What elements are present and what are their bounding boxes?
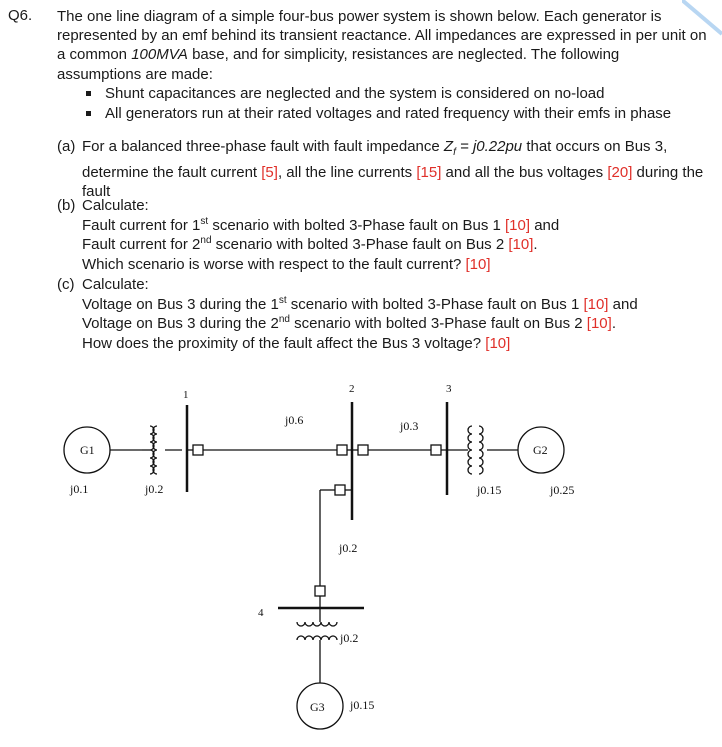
generator-g3-label: G3 (310, 700, 325, 714)
breaker (335, 485, 345, 495)
part-c-text: . (611, 315, 616, 333)
reactance-t3: j0.2 (340, 631, 359, 645)
part-b-heading: Calculate: (82, 197, 149, 214)
generator-g2-label: G2 (533, 443, 548, 457)
marks: [20] (607, 163, 633, 181)
part-a-text: that occurs on Bus 3, determine the fault current (82, 138, 668, 181)
breaker (193, 445, 203, 455)
reactance-g3: j0.15 (350, 698, 375, 712)
breaker (337, 445, 347, 455)
part-c-text: and (608, 295, 638, 313)
ordinal-suffix: st (200, 215, 209, 227)
transformer-t1-secondary (150, 426, 154, 474)
part-c-text: Voltage on Bus 3 during the 2 (82, 315, 279, 333)
bus-3-label: 3 (446, 383, 452, 395)
part-b-text: and (530, 216, 560, 234)
part-a-text: and all the bus voltages (441, 163, 608, 181)
breaker (358, 445, 368, 455)
fault-impedance-subscript: f (453, 147, 456, 158)
part-c-text: scenario with bolted 3-Phase fault on Bus 2 (289, 315, 587, 333)
intro-text-1: The one line diagram of a simple four-bus power system is shown below. Each generator is represented by an emf behind its transient reactance. All impedances are expressed in per unit on a common (57, 8, 707, 64)
breaker (315, 586, 325, 596)
part-a-text: during the fault (82, 163, 704, 201)
reactance-g2: j0.25 (550, 483, 575, 497)
marks: [10] (485, 335, 511, 353)
transformer-t2-primary (468, 426, 472, 474)
part-b-text: Fault current for 2 (82, 236, 201, 254)
bus-4-label: 4 (258, 607, 264, 619)
part-a-text: , all the line currents (277, 163, 417, 181)
marks: [10] (505, 216, 531, 234)
ordinal-suffix: st (278, 294, 287, 306)
part-b-text: scenario with bolted 3-Phase fault on Bus 2 (211, 236, 509, 254)
assumption-item: Shunt capacitances are neglected and the system is considered on no-load (57, 84, 707, 104)
marks: [15] (416, 163, 442, 181)
assumption-item: All generators run at their rated voltages and rated frequency with their emfs in phase (57, 104, 707, 124)
ordinal-suffix: nd (278, 314, 290, 326)
part-c-text: Voltage on Bus 3 during the 1 (82, 295, 279, 313)
part-c-text: scenario with bolted 3-Phase fault on Bus 1 (286, 295, 584, 313)
transformer-t3-secondary (297, 636, 337, 640)
fault-impedance-value: = j0.22pu (455, 138, 523, 155)
reactance-line12: j0.6 (285, 413, 304, 427)
part-c-heading: Calculate: (82, 276, 149, 293)
reactance-line23: j0.3 (400, 419, 419, 433)
part-b-text: scenario with bolted 3-Phase fault on Bus 1 (208, 216, 506, 234)
breaker (431, 445, 441, 455)
bus-1-label: 1 (183, 389, 189, 401)
part-a-text: For a balanced three-phase fault with fault impedance (82, 138, 444, 155)
generator-g1-label: G1 (80, 443, 95, 457)
marks: [10] (508, 236, 534, 254)
intro-text-2: base, and for simplicity, resistances are neglected. The following assumptions are made: (57, 46, 620, 83)
transformer-t2-secondary (479, 426, 483, 474)
part-a-label: (a) (57, 138, 76, 155)
part-b-text: Which scenario is worse with respect to the fault current? (82, 256, 466, 274)
fault-impedance-symbol: Z (443, 138, 454, 155)
part-c-text: How does the proximity of the fault affect the Bus 3 voltage? (82, 335, 486, 353)
question-number: Q6. (8, 7, 33, 24)
marks: [10] (583, 295, 609, 313)
part-c-label: (c) (57, 276, 75, 293)
transformer-t1-primary (153, 426, 157, 474)
part-b-text: . (533, 236, 538, 254)
reactance-line24: j0.2 (339, 541, 358, 555)
mva-base: 100MVA (131, 46, 188, 64)
bus-2-label: 2 (349, 383, 355, 395)
reactance-g1: j0.1 (70, 482, 89, 496)
part-b-label: (b) (57, 197, 76, 214)
reactance-t2: j0.15 (477, 483, 502, 497)
marks: [10] (586, 315, 612, 333)
marks: [5] (261, 163, 278, 181)
part-b-text: Fault current for 1 (82, 216, 201, 234)
marks: [10] (465, 256, 491, 274)
ordinal-suffix: nd (200, 235, 212, 247)
reactance-t1: j0.2 (145, 482, 164, 496)
transformer-t3-primary (297, 622, 337, 626)
